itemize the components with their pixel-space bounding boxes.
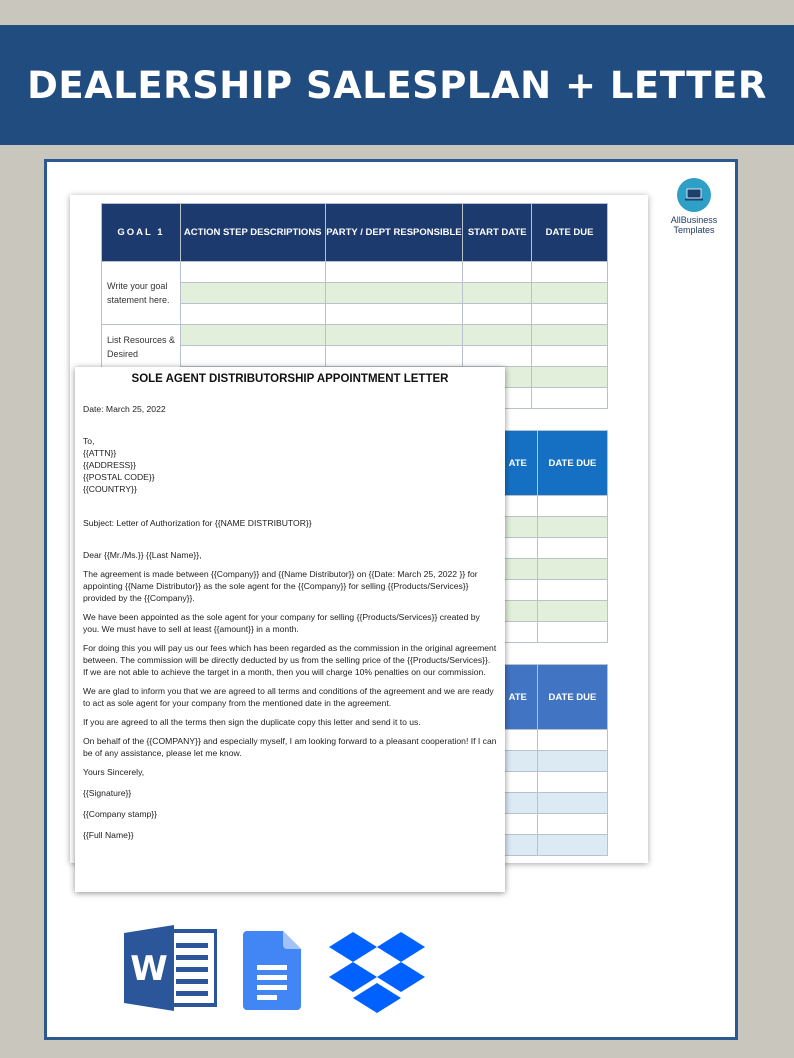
header-start-date: START DATE — [463, 204, 532, 262]
letter-paragraph-6: On behalf of the {{COMPANY}} and especially myself, I am looking forward to a pleasant cooperation! If I can be of any assistance, please let me know. — [83, 736, 497, 758]
word-letter: W — [130, 949, 168, 989]
word-icon[interactable] — [124, 925, 217, 1011]
table-cell[interactable] — [180, 283, 325, 304]
table-cell[interactable] — [537, 580, 607, 601]
table-cell[interactable] — [463, 304, 532, 325]
letter-paragraph-5: If you are agreed to all the terms then sign the duplicate copy this letter and send it to us. — [83, 717, 421, 727]
letter-postal: {{POSTAL CODE}} — [83, 472, 155, 482]
table-cell[interactable] — [537, 793, 607, 814]
google-docs-icon[interactable] — [243, 931, 301, 1010]
header-start-date-2: ATE — [463, 431, 538, 496]
letter-date: Date: March 25, 2022 — [83, 404, 166, 414]
table-cell[interactable] — [537, 772, 607, 793]
goal-label: GOAL 1 — [102, 204, 181, 262]
logo-line2: Templates — [673, 225, 715, 235]
table-cell[interactable] — [537, 517, 607, 538]
table-cell[interactable] — [532, 325, 608, 346]
table-cell[interactable] — [532, 388, 608, 409]
table-cell[interactable] — [537, 751, 607, 772]
table-cell[interactable] — [537, 835, 607, 856]
header-action-steps: ACTION STEP DESCRIPTIONS — [180, 204, 325, 262]
table-cell[interactable] — [463, 325, 532, 346]
appointment-letter — [75, 367, 505, 892]
table-cell[interactable] — [180, 346, 325, 367]
table-cell[interactable] — [532, 283, 608, 304]
letter-to: To, — [83, 436, 95, 446]
header-date-due: DATE DUE — [532, 204, 608, 262]
letter-paragraph-2: We have been appointed as the sole agent for your company for selling {{Products/Services}} created by you. We must have to sell at least {{amount}} in a month. — [83, 612, 480, 634]
laptop-icon — [677, 178, 711, 212]
letter-paragraph-3: For doing this you will pay us our fees which has been regarded as the commission in the original agreement between. The commission will be directly deducted by us from the selling price of the {{Products/Services}}. If we are not able to achieve the target in a month, then you will charge 10% penalties on our commission. — [83, 643, 497, 677]
letter-salutation: Dear {{Mr./Ms.}} {{Last Name}}, — [83, 550, 202, 560]
header-date-due-2: DATE DUE — [537, 431, 607, 496]
table-cell[interactable] — [537, 814, 607, 835]
letter-closing: Yours Sincerely, — [83, 767, 145, 777]
table-cell[interactable] — [532, 304, 608, 325]
table-cell[interactable] — [532, 367, 608, 388]
header-banner — [0, 25, 794, 145]
letter-subject: Subject: Letter of Authorization for {{NAME DISTRIBUTOR}} — [83, 518, 312, 528]
table-cell[interactable] — [532, 262, 608, 283]
table-cell[interactable] — [537, 496, 607, 517]
table-cell[interactable] — [180, 304, 325, 325]
header-party: PARTY / DEPT RESPONSIBLE — [325, 204, 463, 262]
logo-line1: AllBusiness — [670, 215, 718, 225]
page-title: DEALERSHIP SALESPLAN + LETTER — [27, 63, 767, 107]
table-cell[interactable] — [537, 559, 607, 580]
allbusiness-logo[interactable] — [664, 178, 724, 235]
table-cell[interactable] — [537, 730, 607, 751]
app-icons — [0, 925, 794, 1025]
letter-paragraph-1: The agreement is made between {{Company}} and {{Name Distributor}} on {{Date: March 25, 2022 }} for appointing {{Name Distributor}} as the sole agent for the {{Company}} for selling {{Products/Services}} provided by the {{Company}}. — [83, 569, 478, 603]
resources-label[interactable]: List Resources & Desired — [102, 325, 181, 409]
letter-title: SOLE AGENT DISTRIBUTORSHIP APPOINTMENT LETTER — [131, 373, 449, 385]
table-cell[interactable] — [463, 283, 532, 304]
letter-stamp: {{Company stamp}} — [83, 809, 158, 819]
table-cell[interactable] — [180, 262, 325, 283]
header-date-due-3: DATE DUE — [537, 665, 607, 730]
letter-signature: {{Signature}} — [83, 788, 132, 798]
table-cell[interactable] — [325, 304, 463, 325]
letter-attn: {{ATTN}} — [83, 448, 117, 458]
dropbox-icon[interactable] — [329, 932, 425, 1020]
table-cell[interactable] — [180, 325, 325, 346]
table-cell[interactable] — [463, 346, 532, 367]
table-cell[interactable] — [325, 262, 463, 283]
letter-paragraph-4: We are glad to inform you that we are agreed to all terms and conditions of the agreement and we are ready to act as sole agent for your company from the mentioned date in the agreement. — [83, 686, 494, 708]
table-cell[interactable] — [325, 346, 463, 367]
table-cell[interactable] — [463, 262, 532, 283]
table-cell[interactable] — [325, 325, 463, 346]
table-cell[interactable] — [537, 622, 607, 643]
table-cell[interactable] — [537, 601, 607, 622]
goal-statement[interactable]: Write your goal statement here. — [102, 262, 181, 325]
letter-fullname: {{Full Name}} — [83, 830, 134, 840]
table-cell[interactable] — [325, 283, 463, 304]
header-start-date-3: ATE — [463, 665, 538, 730]
table-cell[interactable] — [537, 538, 607, 559]
letter-address: {{ADDRESS}} — [83, 460, 137, 470]
letter-country: {{COUNTRY}} — [83, 484, 137, 494]
logo-text — [664, 215, 724, 235]
table-cell[interactable] — [532, 346, 608, 367]
